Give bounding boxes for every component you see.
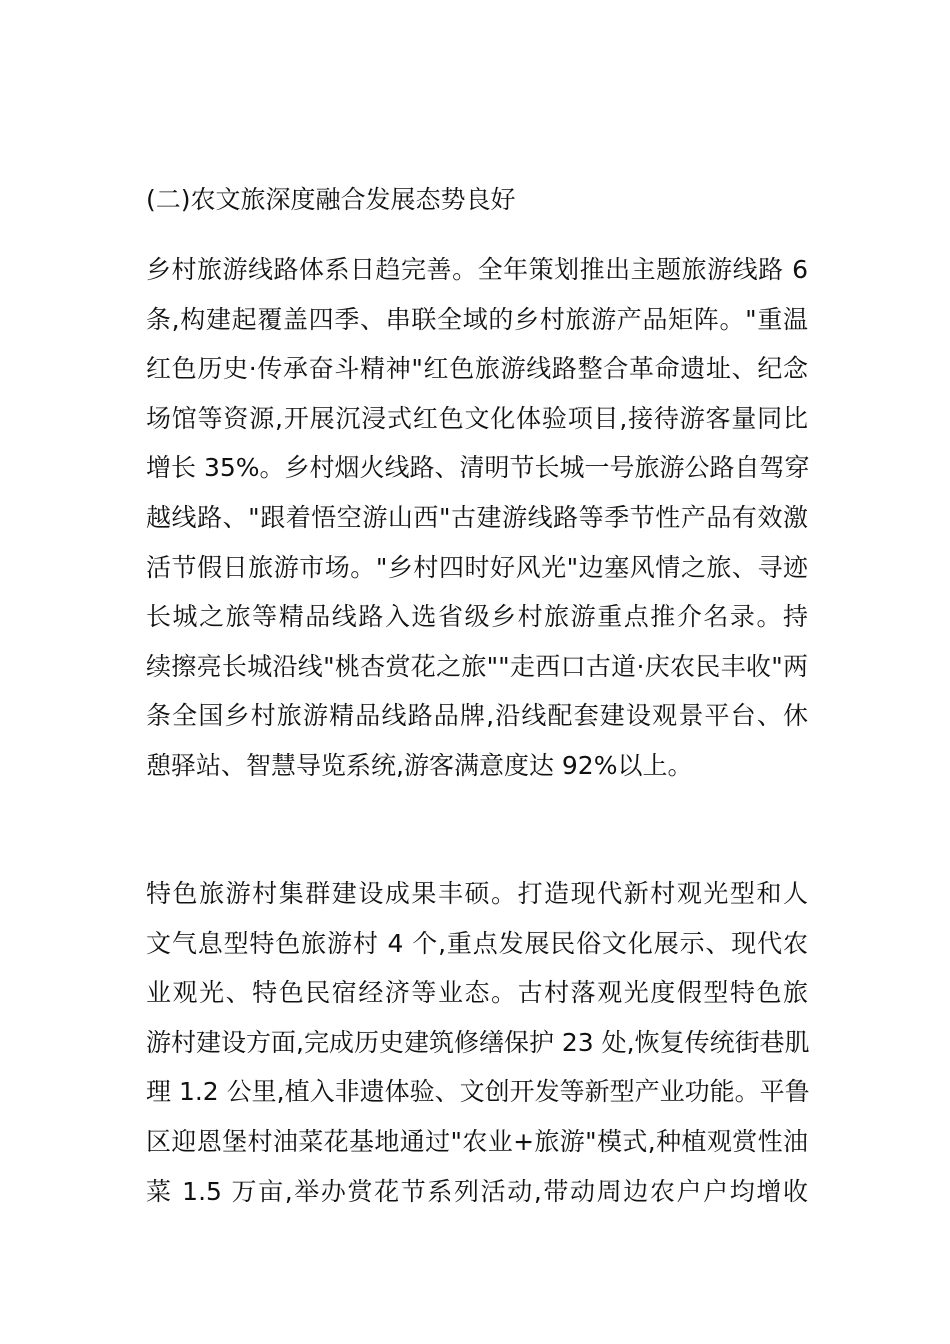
section-heading: (二)农文旅深度融合发展态势良好 bbox=[146, 185, 516, 214]
text-line: 文气息型特色旅游村 4 个,重点发展民俗文化展示、现代农 bbox=[146, 928, 808, 958]
text-line: 菜 1.5 万亩,举办赏花节系列活动,带动周边农户户均增收 bbox=[146, 1176, 808, 1206]
text-line: 场馆等资源,开展沉浸式红色文化体验项目,接待游客量同比 bbox=[146, 403, 808, 433]
text-line: 增长 35%。乡村烟火线路、清明节长城一号旅游公路自驾穿 bbox=[146, 453, 810, 483]
text-line: 长城之旅等精品线路入选省级乡村旅游重点推介名录。持 bbox=[146, 602, 808, 632]
text-line: 特色旅游村集群建设成果丰硕。打造现代新村观光型和人 bbox=[146, 879, 808, 908]
text-line: 条,构建起覆盖四季、串联全域的乡村旅游产品矩阵。"重温 bbox=[146, 304, 808, 334]
text-line: 活节假日旅游市场。"乡村四时好风光"边塞风情之旅、寻迹 bbox=[146, 552, 808, 582]
text-line: 红色历史·传承奋斗精神"红色旅游线路整合革命遗址、纪念 bbox=[146, 354, 808, 384]
text-line: 乡村旅游线路体系日趋完善。全年策划推出主题旅游线路 6 bbox=[146, 255, 808, 284]
paragraph-featured-villages bbox=[146, 869, 808, 1216]
paragraph-tourism-routes bbox=[146, 245, 808, 791]
text-line: 憩驿站、智慧导览系统,游客满意度达 92%以上。 bbox=[146, 750, 693, 780]
text-line: 续擦亮长城沿线"桃杏赏花之旅""走西口古道·庆农民丰收"两 bbox=[146, 651, 808, 681]
text-line: 条全国乡村旅游精品线路品牌,沿线配套建设观景平台、休 bbox=[146, 701, 808, 731]
text-line: 理 1.2 公里,植入非遗体验、文创开发等新型产业功能。平鲁 bbox=[146, 1077, 810, 1107]
text-line: 游村建设方面,完成历史建筑修缮保护 23 处,恢复传统街巷肌 bbox=[146, 1027, 810, 1057]
text-line: 区迎恩堡村油菜花基地通过"农业+旅游"模式,种植观赏性油 bbox=[146, 1126, 808, 1156]
text-line: 越线路、"跟着悟空游山西"古建游线路等季节性产品有效激 bbox=[146, 502, 808, 532]
text-line: 业观光、特色民宿经济等业态。古村落观光度假型特色旅 bbox=[146, 978, 808, 1008]
